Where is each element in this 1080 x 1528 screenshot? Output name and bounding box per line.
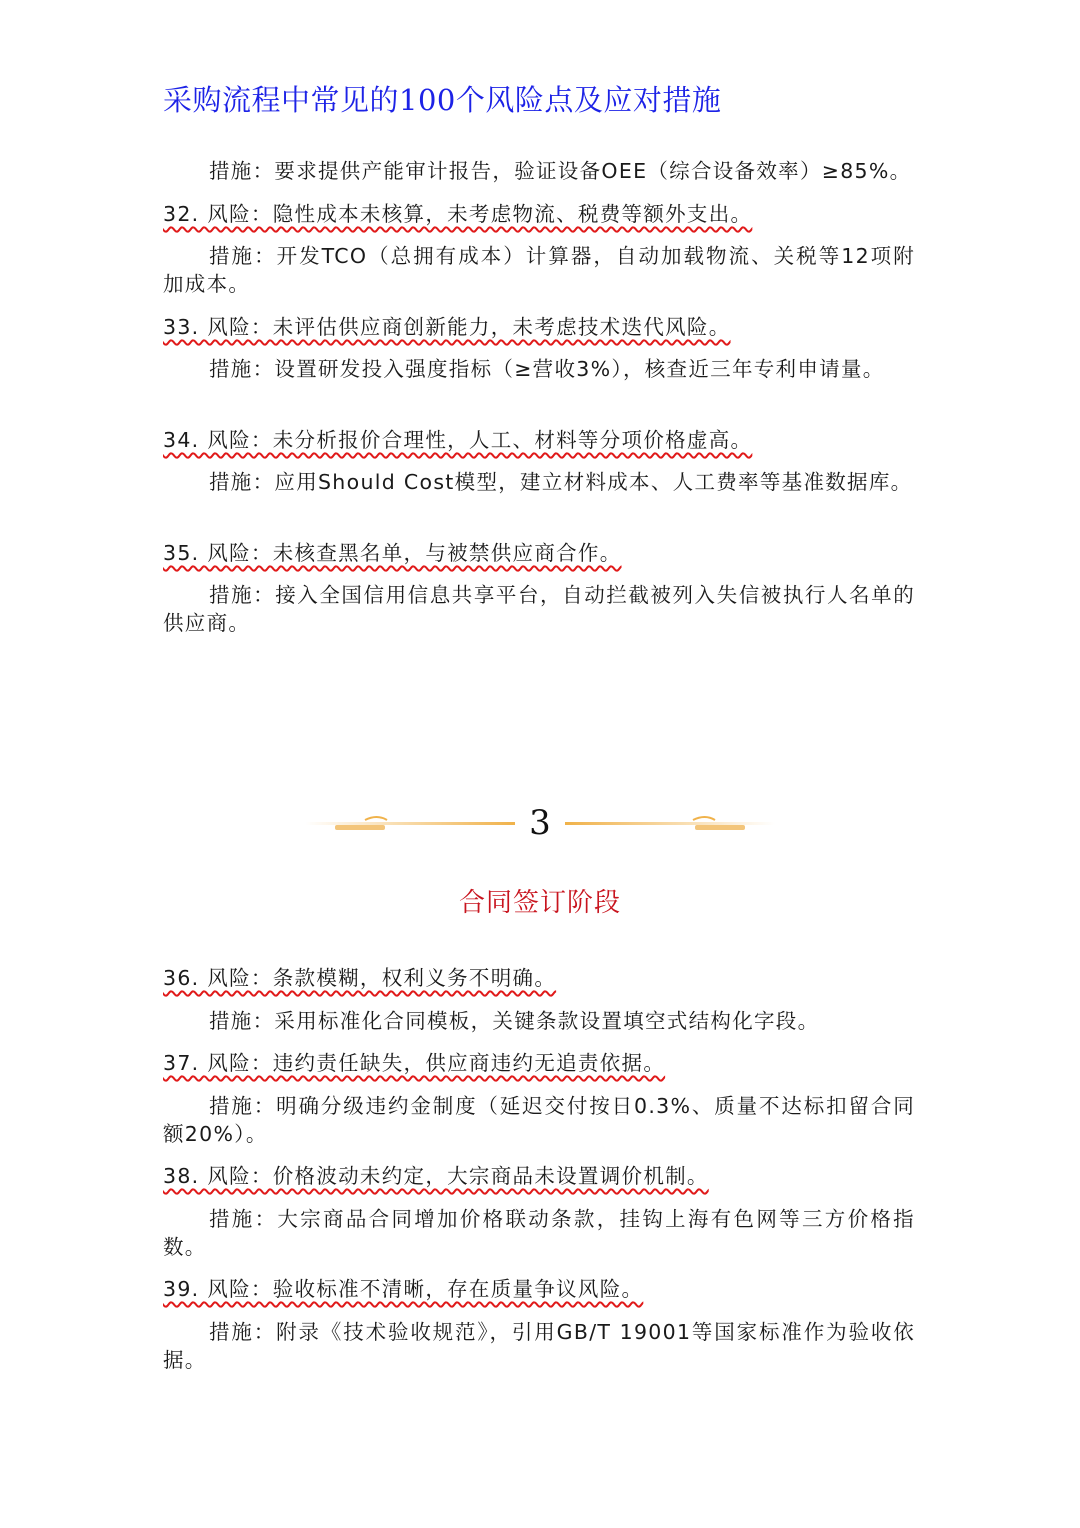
measure-text: 措施：采用标准化合同模板，关键条款设置填空式结构化字段。 — [209, 1009, 820, 1033]
section-title: 合同签订阶段 — [458, 888, 621, 918]
measure-text: 措施：明确分级违约金制度（延迟交付按日0.3%、质量不达标扣留合同额20%）。 — [163, 1094, 915, 1146]
risk-heading: 33. 风险：未评估供应商创新能力，未考虑技术迭代风险。 — [163, 315, 731, 339]
risk-heading: 36. 风险：条款模糊，权利义务不明确。 — [163, 966, 557, 990]
risk-heading: 35. 风险：未核查黑名单，与被禁供应商合作。 — [163, 541, 622, 565]
measure-text: 措施：应用Should Cost模型，建立材料成本、人工费率等基准数据库。 — [209, 470, 913, 494]
measure-text: 措施：大宗商品合同增加价格联动条款，挂钩上海有色网等三方价格指数。 — [163, 1207, 915, 1259]
risk-heading: 34. 风险：未分析报价合理性，人工、材料等分项价格虚高。 — [163, 428, 753, 452]
measure-text: 措施：设置研发投入强度指标（≥营收3%），核查近三年专利申请量。 — [209, 357, 885, 381]
risk-heading: 32. 风险：隐性成本未核算，未考虑物流、税费等额外支出。 — [163, 202, 753, 226]
measure-text: 措施：附录《技术验收规范》，引用GB/T 19001等国家标准作为验收依据。 — [163, 1320, 915, 1372]
measure-text: 措施：要求提供产能审计报告，验证设备OEE（综合设备效率）≥85%。 — [209, 159, 912, 183]
risk-heading: 39. 风险：验收标准不清晰，存在质量争议风险。 — [163, 1277, 644, 1301]
page-title: 采购流程中常见的100个风险点及应对措施 — [163, 83, 722, 117]
risk-heading: 37. 风险：违约责任缺失，供应商违约无追责依据。 — [163, 1051, 666, 1075]
measure-text: 措施：开发TCO（总拥有成本）计算器，自动加载物流、关税等12项附加成本。 — [163, 244, 915, 296]
measure-text: 措施：接入全国信用信息共享平台，自动拦截被列入失信被执行人名单的供应商。 — [163, 583, 915, 635]
section-divider — [305, 800, 775, 850]
section-number: 3 — [529, 803, 551, 843]
risk-heading: 38. 风险：价格波动未约定，大宗商品未设置调价机制。 — [163, 1164, 709, 1188]
